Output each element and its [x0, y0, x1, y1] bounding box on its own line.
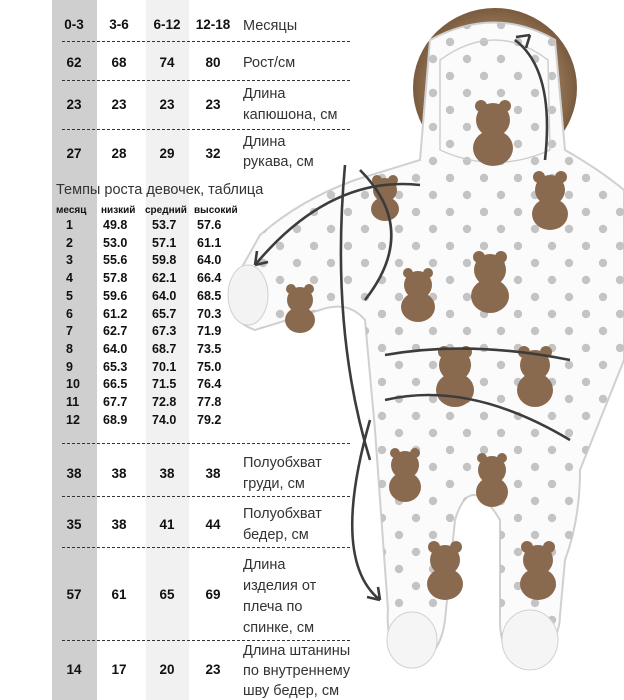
growth-value-cell: 55.6: [103, 253, 128, 268]
table-cell: 41: [159, 517, 175, 532]
table-cell: 23: [205, 662, 221, 677]
growth-month-cell: 3: [66, 253, 73, 268]
divider: [62, 443, 350, 444]
growth-value-cell: 57.8: [103, 271, 128, 286]
growth-month-cell: 1: [66, 218, 73, 232]
row-label: плеча по: [243, 599, 303, 615]
growth-header: высокий: [194, 205, 238, 216]
growth-month-cell: 11: [66, 395, 80, 409]
growth-value-cell: 68.9: [103, 412, 128, 427]
growth-value-cell: 76.4: [197, 377, 222, 392]
growth-value-cell: 59.8: [152, 253, 177, 268]
growth-value-cell: 61.2: [103, 306, 128, 321]
growth-month-cell: 9: [66, 359, 73, 374]
row-label: Длина штанины: [243, 643, 351, 659]
divider: [62, 129, 350, 130]
growth-value-cell: 64.0: [152, 288, 177, 303]
table-cell: 23: [66, 97, 82, 112]
table-cell: 27: [66, 146, 82, 161]
row-label: по внутреннему: [243, 663, 351, 679]
growth-value-cell: 53.7: [152, 218, 177, 232]
growth-value-cell: 71.5: [152, 377, 177, 392]
divider: [62, 547, 350, 548]
table-cell: 57: [66, 587, 82, 602]
growth-value-cell: 67.3: [152, 324, 177, 339]
row-label: изделия от: [243, 578, 317, 594]
table-cell: 68: [111, 55, 127, 70]
table-cell: 17: [111, 662, 127, 677]
growth-header: месяц: [56, 205, 87, 216]
table-cell: 80: [205, 55, 221, 70]
growth-value-cell: 73.5: [197, 341, 222, 356]
table-cell: 44: [205, 517, 221, 532]
growth-value-cell: 64.0: [197, 253, 222, 268]
growth-value-cell: 68.7: [152, 341, 177, 356]
divider: [62, 80, 350, 81]
table-cell: 32: [205, 146, 221, 161]
table-cell: 69: [205, 587, 221, 602]
growth-month-cell: 5: [66, 288, 73, 303]
table-cell: 65: [159, 587, 175, 602]
row-label: Полуобхват: [243, 455, 322, 471]
growth-value-cell: 61.1: [197, 235, 222, 250]
growth-month-cell: 10: [66, 377, 80, 392]
growth-value-cell: 59.6: [103, 288, 128, 303]
growth-value-cell: 71.9: [197, 324, 222, 339]
growth-value-cell: 79.2: [197, 412, 222, 427]
table-cell: 29: [159, 146, 175, 161]
growth-value-cell: 66.4: [197, 271, 222, 286]
growth-value-cell: 65.7: [152, 306, 177, 321]
growth-value-cell: 75.0: [197, 359, 222, 374]
growth-value-cell: 72.8: [152, 395, 177, 409]
growth-value-cell: 70.3: [197, 306, 222, 321]
table-cell: 28: [111, 146, 127, 161]
growth-value-cell: 62.1: [152, 271, 177, 286]
growth-value-cell: 74.0: [152, 412, 177, 427]
growth-month-cell: 12: [66, 412, 80, 427]
growth-month-cell: 6: [66, 306, 73, 321]
table-cell: 20: [159, 662, 175, 677]
divider: [62, 41, 350, 42]
growth-value-cell: 57.6: [197, 218, 222, 232]
table-cell: 38: [111, 517, 127, 532]
table-cell: 23: [205, 97, 221, 112]
table-cell: 38: [66, 466, 82, 481]
header-cell: 0-3: [64, 17, 84, 32]
growth-value-cell: 53.0: [103, 235, 128, 250]
growth-value-cell: 67.7: [103, 395, 128, 409]
table-cell: 74: [159, 55, 175, 70]
table-cell: 62: [66, 55, 82, 70]
growth-month-cell: 2: [66, 235, 73, 250]
growth-value-cell: 57.1: [152, 235, 177, 250]
divider: [62, 496, 350, 497]
row-label: спинке, см: [243, 620, 315, 636]
growth-value-cell: 70.1: [152, 359, 177, 374]
growth-month-cell: 8: [66, 341, 73, 356]
row-label: Рост/см: [243, 55, 296, 71]
table-cell: 38: [159, 466, 175, 481]
growth-value-cell: 64.0: [103, 341, 128, 356]
table-cell: 61: [111, 587, 127, 602]
growth-month-cell: 4: [66, 271, 73, 286]
growth-header: низкий: [101, 205, 136, 216]
table-cell: 38: [111, 466, 127, 481]
row-label: бедер, см: [243, 527, 309, 543]
growth-month-cell: 7: [66, 324, 73, 339]
row-label: шву бедер, см: [243, 683, 340, 699]
header-cell: 3-6: [109, 17, 129, 32]
growth-value-cell: 66.5: [103, 377, 128, 392]
header-cell: 6-12: [153, 17, 181, 32]
row-label: Длина: [243, 557, 286, 573]
header-cell: 12-18: [195, 17, 231, 32]
growth-value-cell: 62.7: [103, 324, 128, 339]
row-label: Длина: [243, 134, 286, 150]
row-label: Полуобхват: [243, 506, 322, 522]
row-label: капюшона, см: [243, 107, 338, 123]
growth-value-cell: 49.8: [103, 218, 128, 232]
table-cell: 35: [66, 517, 82, 532]
row-label: Месяцы: [243, 18, 298, 34]
growth-header: средний: [145, 205, 187, 216]
table-cell: 23: [159, 97, 175, 112]
table-cell: 14: [66, 662, 82, 677]
row-label: груди, см: [243, 476, 305, 492]
row-label: рукава, см: [243, 154, 314, 170]
growth-value-cell: 77.8: [197, 395, 222, 409]
growth-table-title: Темпы роста девочек, таблица: [56, 182, 264, 198]
growth-value-cell: 68.5: [197, 288, 222, 303]
table-cell: 38: [205, 466, 221, 481]
growth-value-cell: 65.3: [103, 359, 128, 374]
table-cell: 23: [111, 97, 127, 112]
row-label: Длина: [243, 86, 286, 102]
